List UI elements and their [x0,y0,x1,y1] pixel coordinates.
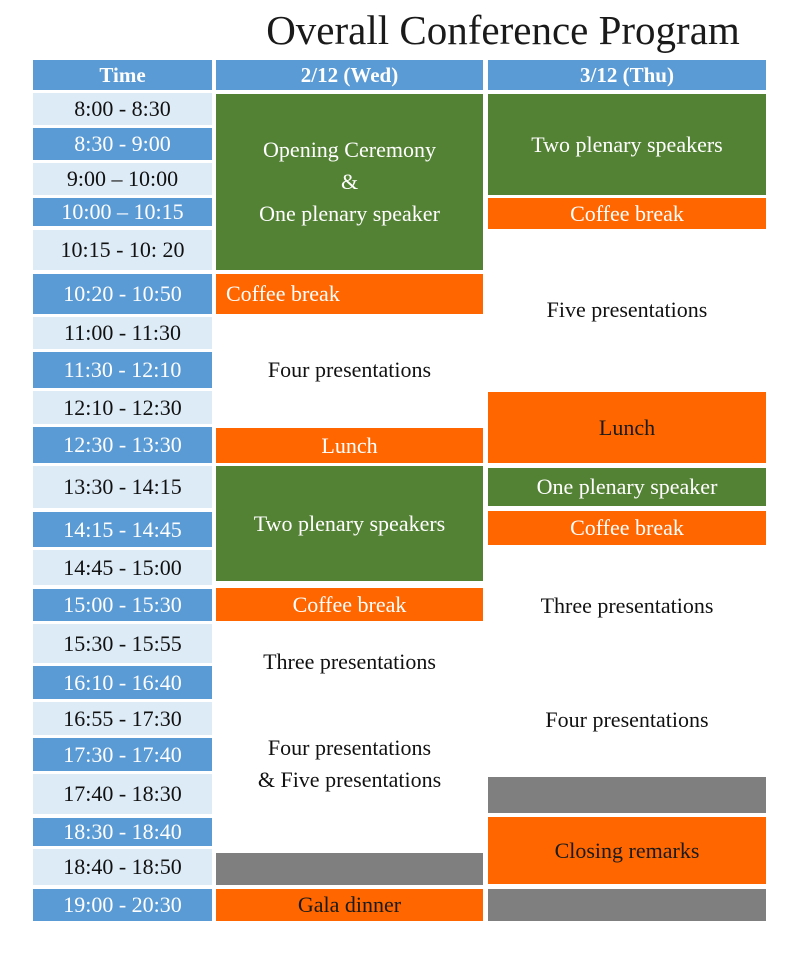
thu-empty-slot-night [488,889,766,921]
time-slot: 16:10 - 16:40 [33,666,212,699]
header-time: Time [33,60,212,90]
header-day-thu: 3/12 (Thu) [488,60,766,90]
thu-coffee-break-afternoon: Coffee break [488,511,766,545]
thu-five-presentations: Five presentations [488,232,766,388]
wed-coffee-break-afternoon: Coffee break [216,588,483,621]
thu-closing-remarks: Closing remarks [488,817,766,884]
time-slot: 18:40 - 18:50 [33,849,212,885]
wed-four-presentations: Four presentations [216,317,483,423]
thu-empty-slot-evening [488,777,766,813]
time-slot: 12:10 - 12:30 [33,391,212,424]
time-slot: 10:00 – 10:15 [33,198,212,226]
thu-lunch: Lunch [488,392,766,463]
wed-lunch: Lunch [216,428,483,463]
time-slot: 9:00 – 10:00 [33,163,212,195]
time-slot: 16:55 - 17:30 [33,702,212,735]
time-slot: 17:40 - 18:30 [33,774,212,814]
time-slot: 19:00 - 20:30 [33,889,212,921]
wed-four-five-presentations: Four presentations & Five presentations [216,703,483,849]
wed-gala-dinner: Gala dinner [216,889,483,921]
page-title: Overall Conference Program [266,7,740,53]
thu-four-presentations: Four presentations [488,666,766,773]
time-slot: 10:15 - 10: 20 [33,230,212,270]
time-slot: 12:30 - 13:30 [33,427,212,463]
thu-coffee-break-morning: Coffee break [488,198,766,229]
wed-coffee-break-morning: Coffee break [216,274,483,314]
time-slot: 8:00 - 8:30 [33,93,212,125]
time-slot: 18:30 - 18:40 [33,818,212,846]
wed-two-plenary-speakers: Two plenary speakers [216,466,483,581]
time-slot: 15:00 - 15:30 [33,589,212,621]
time-slot: 8:30 - 9:00 [33,128,212,160]
thu-two-plenary-speakers: Two plenary speakers [488,94,766,195]
wed-opening-ceremony: Opening Ceremony & One plenary speaker [216,94,483,270]
time-slot: 13:30 - 14:15 [33,466,212,508]
time-slot: 14:15 - 14:45 [33,512,212,547]
time-slot: 14:45 - 15:00 [33,550,212,585]
wed-three-presentations: Three presentations [216,625,483,699]
time-slot: 15:30 - 15:55 [33,624,212,663]
time-slot: 11:30 - 12:10 [33,352,212,388]
time-slot: 10:20 - 10:50 [33,274,212,314]
header-day-wed: 2/12 (Wed) [216,60,483,90]
time-slot: 11:00 - 11:30 [33,317,212,349]
thu-three-presentations: Three presentations [488,549,766,662]
time-slot: 17:30 - 17:40 [33,738,212,771]
wed-empty-slot [216,853,483,885]
thu-one-plenary-speaker: One plenary speaker [488,468,766,506]
